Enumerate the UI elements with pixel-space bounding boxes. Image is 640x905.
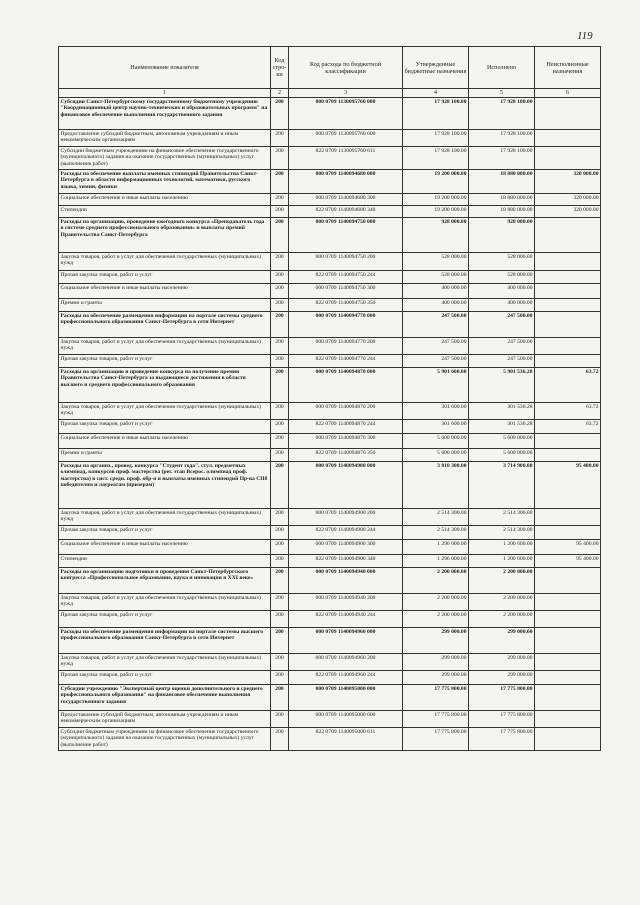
row-unexecuted-amount [535, 271, 601, 284]
row-executed-amount: 17 928 100.00 [469, 130, 535, 147]
row-name: Социальное обеспечение и иные выплаты населению [59, 284, 271, 299]
row-approved-amount: 17 775 800.00 [403, 685, 469, 711]
table-row [59, 147, 601, 170]
row-approved-amount: 3 810 300.00 [403, 462, 469, 509]
row-classification-code: 000 0709 1130095760 600 [289, 130, 403, 147]
row-executed-amount: 17 775 800.00 [469, 685, 535, 711]
row-executed-amount: 1 200 600.00 [469, 555, 535, 568]
row-name: Субсидии бюджетным учреждениям на финансовое обеспечение государственного (муниципального) задания на оказание государственных (муниципальных) услуг (выполнение работ) [59, 147, 271, 170]
column-number: 3 [289, 89, 403, 98]
row-name: Прочая закупка товаров, работ и услуг [59, 671, 271, 685]
row-classification-code: 822 0709 1140094770 244 [289, 355, 403, 368]
header-executed: Исполнено [469, 47, 535, 89]
row-approved-amount: 5 901 600.00 [403, 368, 469, 403]
row-name: Стипендии [59, 555, 271, 568]
row-line-code: 200 [271, 338, 289, 355]
table-row [59, 671, 601, 685]
row-unexecuted-amount: 63.72 [535, 420, 601, 434]
row-line-code: 200 [271, 526, 289, 540]
row-approved-amount: 1 296 000.00 [403, 555, 469, 568]
row-approved-amount: 17 928 100.00 [403, 130, 469, 147]
row-unexecuted-amount [535, 130, 601, 147]
row-approved-amount: 17 775 800.00 [403, 728, 469, 751]
row-executed-amount: 2 200 000.00 [469, 611, 535, 628]
row-line-code: 200 [271, 568, 289, 594]
row-approved-amount: 17 928 100.00 [403, 147, 469, 170]
row-unexecuted-amount [535, 253, 601, 271]
row-unexecuted-amount [535, 711, 601, 728]
row-classification-code: 000 0709 1140094680 000 [289, 170, 403, 194]
row-approved-amount: 299 000.00 [403, 671, 469, 685]
table-row [59, 194, 601, 206]
row-name: Расходы на обеспечение размещения информации на портале системы среднего профессионального образования Санкт-Петербурга в сети Интернет [59, 312, 271, 338]
row-name: Премии и гранты [59, 449, 271, 462]
row-approved-amount: 528 000.00 [403, 271, 469, 284]
row-line-code: 200 [271, 685, 289, 711]
table-row [59, 711, 601, 728]
table-row [59, 271, 601, 284]
row-line-code: 200 [271, 299, 289, 312]
row-line-code: 200 [271, 194, 289, 206]
column-number: 1 [59, 89, 271, 98]
row-approved-amount: 2 514 300.00 [403, 509, 469, 526]
header-name: Наименование показателя [59, 47, 271, 89]
row-approved-amount: 400 000.00 [403, 284, 469, 299]
column-number: 4 [403, 89, 469, 98]
row-name: Субсидии учреждению "Экспертный центр оценки дополнительного и среднего профессионального образования" на финансовое обеспечение выполнения государственного задания [59, 685, 271, 711]
row-unexecuted-amount [535, 509, 601, 526]
row-approved-amount: 400 000.00 [403, 299, 469, 312]
row-classification-code: 000 0709 1140094750 200 [289, 253, 403, 271]
row-approved-amount: 301 600.00 [403, 420, 469, 434]
row-executed-amount: 2 200 000.00 [469, 568, 535, 594]
row-name: Прочая закупка товаров, работ и услуг [59, 420, 271, 434]
row-line-code: 200 [271, 147, 289, 170]
row-line-code: 200 [271, 218, 289, 253]
table-row [59, 434, 601, 449]
row-classification-code: 822 0709 1140094680 340 [289, 206, 403, 218]
row-approved-amount: 247 500.00 [403, 355, 469, 368]
row-unexecuted-amount: 63.72 [535, 403, 601, 420]
row-line-code: 200 [271, 403, 289, 420]
row-approved-amount: 2 514 300.00 [403, 526, 469, 540]
table-row [59, 728, 601, 751]
row-unexecuted-amount [535, 299, 601, 312]
row-unexecuted-amount: 63.72 [535, 368, 601, 403]
row-line-code: 200 [271, 420, 289, 434]
row-executed-amount: 247 500.00 [469, 355, 535, 368]
row-unexecuted-amount [535, 434, 601, 449]
row-name: Прочая закупка товаров, работ и услуг [59, 526, 271, 540]
row-unexecuted-amount [535, 147, 601, 170]
row-line-code: 200 [271, 671, 289, 685]
row-name: Закупка товаров, работ и услуг для обеспечения государственных (муниципальных) нужд [59, 253, 271, 271]
row-name: Социальное обеспечение и иные выплаты населению [59, 434, 271, 449]
row-executed-amount: 301 536.28 [469, 403, 535, 420]
row-classification-code: 822 0709 1140095000 611 [289, 728, 403, 751]
row-approved-amount: 5 600 000.00 [403, 449, 469, 462]
row-unexecuted-amount: 320 000.00 [535, 170, 601, 194]
table-row [59, 526, 601, 540]
row-executed-amount: 528 000.00 [469, 271, 535, 284]
row-unexecuted-amount [535, 594, 601, 611]
table-row [59, 449, 601, 462]
header-classification: Код расхода по бюджетной классификации [289, 47, 403, 89]
row-unexecuted-amount [535, 654, 601, 671]
table-row [59, 462, 601, 509]
row-classification-code: 822 0709 1140094900 340 [289, 555, 403, 568]
row-executed-amount: 528 000.00 [469, 253, 535, 271]
row-line-code: 200 [271, 368, 289, 403]
row-name: Закупка товаров, работ и услуг для обеспечения государственных (муниципальных) нужд [59, 403, 271, 420]
row-unexecuted-amount: 320 000.00 [535, 206, 601, 218]
table-row [59, 611, 601, 628]
row-executed-amount: 928 000.00 [469, 218, 535, 253]
table-row [59, 420, 601, 434]
row-approved-amount: 1 296 000.00 [403, 540, 469, 555]
row-name: Расходы на обеспечение размещения информации на портале системы высшего профессионального образования Санкт-Петербурга в сети Интернет [59, 628, 271, 654]
row-line-code: 200 [271, 206, 289, 218]
table-row [59, 98, 601, 130]
table-row [59, 355, 601, 368]
row-executed-amount: 17 928 100.00 [469, 98, 535, 130]
header-approved: Утвержденные бюджетные назначения [403, 47, 469, 89]
row-unexecuted-amount [535, 98, 601, 130]
row-line-code: 200 [271, 98, 289, 130]
row-line-code: 200 [271, 253, 289, 271]
row-classification-code: 000 0709 1140094770 000 [289, 312, 403, 338]
row-executed-amount: 18 880 000.00 [469, 170, 535, 194]
row-unexecuted-amount [535, 449, 601, 462]
row-classification-code: 822 0709 1140094940 244 [289, 611, 403, 628]
row-name: Закупка товаров, работ и услуг для обеспечения государственных (муниципальных) нужд [59, 594, 271, 611]
row-name: Субсидии бюджетным учреждениям на финансовое обеспечение государственного (муниципального) задания на оказание государственных (муниципальных) услуг (выполнение работ) [59, 728, 271, 751]
row-line-code: 200 [271, 284, 289, 299]
row-approved-amount: 2 200 000.00 [403, 611, 469, 628]
row-classification-code: 000 0709 1140094680 300 [289, 194, 403, 206]
row-unexecuted-amount [535, 312, 601, 338]
row-unexecuted-amount [535, 338, 601, 355]
table-body [59, 98, 601, 751]
row-executed-amount: 5 901 536.28 [469, 368, 535, 403]
row-classification-code: 000 0709 1140094870 200 [289, 403, 403, 420]
row-unexecuted-amount [535, 568, 601, 594]
row-line-code: 200 [271, 355, 289, 368]
row-classification-code: 000 0709 1140094900 200 [289, 509, 403, 526]
row-name: Расходы на обеспечение выплаты именных стипендий Правительства Санкт-Петербурга в области информационных технологий, математики, русского языка, химии, физики [59, 170, 271, 194]
page-number: 119 [577, 30, 593, 42]
row-classification-code: 000 0709 1140094940 200 [289, 594, 403, 611]
table-row [59, 206, 601, 218]
row-name: Расходы на организ., провед. конкурса "Студент года", стул. предметных олимпиад, конкурсов проф. мастерства (рег. этап Всерос. олимпиад проф. мастерства) в сист. средн. проф. обр-я и выплаты именных стипендий Пр-ва СПб победителям и лауреатам (призерам) [59, 462, 271, 509]
row-approved-amount: 301 600.00 [403, 403, 469, 420]
row-name: Прочая закупка товаров, работ и услуг [59, 355, 271, 368]
table-row [59, 312, 601, 338]
row-unexecuted-amount [535, 355, 601, 368]
row-executed-amount: 299 000.00 [469, 628, 535, 654]
row-unexecuted-amount [535, 728, 601, 751]
table-row [59, 218, 601, 253]
row-line-code: 200 [271, 555, 289, 568]
row-classification-code: 822 0709 1130095760 611 [289, 147, 403, 170]
table-row [59, 685, 601, 711]
row-unexecuted-amount: 95 400.00 [535, 555, 601, 568]
row-executed-amount: 17 775 800.00 [469, 728, 535, 751]
column-number: 5 [469, 89, 535, 98]
row-executed-amount: 2 200 000.00 [469, 594, 535, 611]
header-unexecuted: Неисполненные назначения [535, 47, 601, 89]
row-approved-amount: 2 200 000.00 [403, 594, 469, 611]
row-approved-amount: 17 928 100.00 [403, 98, 469, 130]
row-classification-code: 000 0709 1140094940 000 [289, 568, 403, 594]
table-row [59, 540, 601, 555]
row-line-code: 200 [271, 654, 289, 671]
row-executed-amount: 17 928 100.00 [469, 147, 535, 170]
row-line-code: 200 [271, 540, 289, 555]
row-classification-code: 000 0709 1140094900 000 [289, 462, 403, 509]
row-name: Социальное обеспечение и иные выплаты населению [59, 540, 271, 555]
row-name: Социальное обеспечение и иные выплаты населению [59, 194, 271, 206]
row-classification-code: 000 0709 1140094960 200 [289, 654, 403, 671]
row-classification-code: 822 0709 1140094750 244 [289, 271, 403, 284]
row-name: Расходы на организацию подготовки и проведения Санкт-Петербургского конгресса «Профессиональное образование, наука и инновации в XXI веке» [59, 568, 271, 594]
row-executed-amount: 400 000.00 [469, 299, 535, 312]
row-classification-code: 822 0709 1140094900 244 [289, 526, 403, 540]
row-unexecuted-amount: 320 000.00 [535, 194, 601, 206]
row-classification-code: 000 0709 1130095760 000 [289, 98, 403, 130]
row-line-code: 200 [271, 130, 289, 147]
row-executed-amount: 299 000.00 [469, 671, 535, 685]
budget-report-table [58, 46, 601, 751]
row-unexecuted-amount: 95 400.00 [535, 462, 601, 509]
row-approved-amount: 19 200 000.00 [403, 206, 469, 218]
row-executed-amount: 5 600 000.00 [469, 449, 535, 462]
row-unexecuted-amount [535, 284, 601, 299]
row-executed-amount: 18 880 000.00 [469, 206, 535, 218]
row-classification-code: 000 0709 1140094750 300 [289, 284, 403, 299]
row-executed-amount: 247 500.00 [469, 312, 535, 338]
row-classification-code: 000 0709 1140094870 300 [289, 434, 403, 449]
row-line-code: 200 [271, 728, 289, 751]
table-row [59, 568, 601, 594]
row-approved-amount: 17 775 800.00 [403, 711, 469, 728]
row-approved-amount: 247 500.00 [403, 312, 469, 338]
table-row [59, 170, 601, 194]
row-line-code: 200 [271, 594, 289, 611]
table-row [59, 368, 601, 403]
row-executed-amount: 247 500.00 [469, 338, 535, 355]
row-executed-amount: 400 000.00 [469, 284, 535, 299]
row-unexecuted-amount [535, 685, 601, 711]
row-classification-code: 822 0709 1140094960 244 [289, 671, 403, 685]
row-unexecuted-amount [535, 628, 601, 654]
column-number-row [59, 89, 601, 98]
row-name: Предоставление субсидий бюджетным, автономным учреждениям и иным некоммерческим организациям [59, 711, 271, 728]
row-name: Расходы на организацию, проведение ежегодного конкурса «Преподаватель года в системе среднего профессионального образования» и выплаты премий Правительства Санкт-Петербурга [59, 218, 271, 253]
table-row [59, 654, 601, 671]
row-name: Премии и гранты [59, 299, 271, 312]
row-line-code: 200 [271, 462, 289, 509]
row-classification-code: 000 0709 1140095000 600 [289, 711, 403, 728]
row-approved-amount: 528 000.00 [403, 253, 469, 271]
table-row [59, 555, 601, 568]
column-number: 6 [535, 89, 601, 98]
row-classification-code: 000 0709 1140095000 000 [289, 685, 403, 711]
row-name: Расходы на организацию и проведение конкурса на получение премии Правительства Санкт-Петербурга за выдающиеся достижения в области высшего и среднего профессионального образования [59, 368, 271, 403]
row-executed-amount: 2 514 300.00 [469, 509, 535, 526]
row-name: Стипендии [59, 206, 271, 218]
table-row [59, 338, 601, 355]
table-row [59, 299, 601, 312]
row-approved-amount: 2 200 000.00 [403, 568, 469, 594]
row-classification-code: 822 0709 1140094870 350 [289, 449, 403, 462]
row-executed-amount: 17 775 800.00 [469, 711, 535, 728]
row-executed-amount: 2 514 300.00 [469, 526, 535, 540]
table-row [59, 130, 601, 147]
row-line-code: 200 [271, 170, 289, 194]
row-executed-amount: 3 714 900.00 [469, 462, 535, 509]
row-approved-amount: 19 200 000.00 [403, 194, 469, 206]
table-row [59, 594, 601, 611]
row-classification-code: 822 0709 1140094870 244 [289, 420, 403, 434]
row-approved-amount: 928 000.00 [403, 218, 469, 253]
row-name: Закупка товаров, работ и услуг для обеспечения государственных (муниципальных) нужд [59, 509, 271, 526]
row-approved-amount: 19 200 000.00 [403, 170, 469, 194]
row-name: Субсидии Санкт-Петербургскому государственному бюджетному учреждению "Координационный центр научно-технических и образовательных программ" на финансовое обеспечение выполнения государственного задания [59, 98, 271, 130]
row-unexecuted-amount [535, 611, 601, 628]
row-line-code: 200 [271, 509, 289, 526]
row-executed-amount: 18 880 000.00 [469, 194, 535, 206]
row-unexecuted-amount: 95 400.00 [535, 540, 601, 555]
row-classification-code: 000 0709 1140094900 300 [289, 540, 403, 555]
header-row [59, 47, 601, 89]
row-classification-code: 000 0709 1140094770 200 [289, 338, 403, 355]
row-unexecuted-amount [535, 671, 601, 685]
header-code: Код стро-ки [271, 47, 289, 89]
row-executed-amount: 301 536.28 [469, 420, 535, 434]
row-name: Предоставление субсидий бюджетным, автономным учреждениям и иным некоммерческим организациям [59, 130, 271, 147]
table-row [59, 284, 601, 299]
row-executed-amount: 1 200 600.00 [469, 540, 535, 555]
row-line-code: 200 [271, 434, 289, 449]
table-row [59, 403, 601, 420]
column-number: 2 [271, 89, 289, 98]
table-row [59, 628, 601, 654]
row-line-code: 200 [271, 711, 289, 728]
row-classification-code: 000 0709 1140094870 000 [289, 368, 403, 403]
row-name: Прочая закупка товаров, работ и услуг [59, 611, 271, 628]
row-classification-code: 822 0709 1140094750 350 [289, 299, 403, 312]
row-line-code: 200 [271, 449, 289, 462]
row-unexecuted-amount [535, 218, 601, 253]
row-line-code: 200 [271, 271, 289, 284]
row-classification-code: 000 0709 1140094750 000 [289, 218, 403, 253]
table-row [59, 509, 601, 526]
row-approved-amount: 247 500.00 [403, 338, 469, 355]
row-executed-amount: 299 000.00 [469, 654, 535, 671]
row-unexecuted-amount [535, 526, 601, 540]
row-line-code: 200 [271, 312, 289, 338]
row-line-code: 200 [271, 628, 289, 654]
row-name: Прочая закупка товаров, работ и услуг [59, 271, 271, 284]
row-approved-amount: 5 600 000.00 [403, 434, 469, 449]
row-approved-amount: 299 000.00 [403, 628, 469, 654]
row-name: Закупка товаров, работ и услуг для обеспечения государственных (муниципальных) нужд [59, 654, 271, 671]
row-name: Закупка товаров, работ и услуг для обеспечения государственных (муниципальных) нужд [59, 338, 271, 355]
table-row [59, 253, 601, 271]
row-classification-code: 000 0709 1140094960 000 [289, 628, 403, 654]
row-approved-amount: 299 000.00 [403, 654, 469, 671]
row-line-code: 200 [271, 611, 289, 628]
row-executed-amount: 5 600 000.00 [469, 434, 535, 449]
